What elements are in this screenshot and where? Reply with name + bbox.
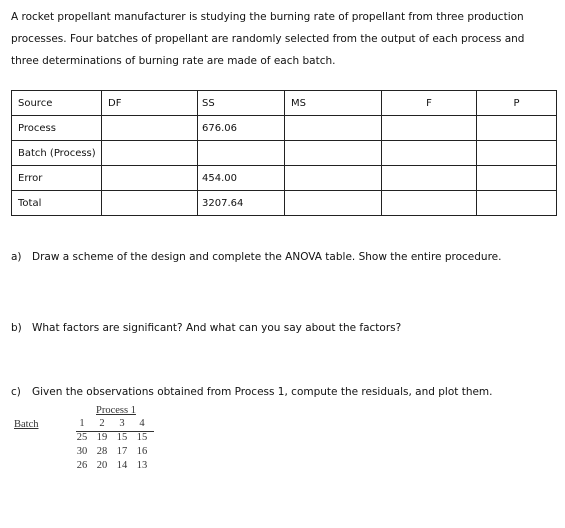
observation-value: 30 <box>76 446 88 457</box>
header-f: F <box>382 91 477 116</box>
observation-value: 15 <box>116 432 128 443</box>
table-cell <box>477 191 557 216</box>
table-cell: 3207.64 <box>198 191 285 216</box>
question-text: Draw a scheme of the design and complete the ANOVA table. Show the entire procedure. <box>32 251 502 263</box>
table-cell <box>382 191 477 216</box>
table-cell <box>382 141 477 166</box>
anova-table <box>11 90 557 216</box>
question-letter: b) <box>11 322 22 334</box>
batch-number: 1 <box>79 418 85 429</box>
header-source: Source <box>12 91 102 116</box>
table-cell <box>382 116 477 141</box>
table-cell: Batch (Process) <box>12 141 102 166</box>
question-text: What factors are significant? And what can you say about the factors? <box>32 322 402 334</box>
observation-value: 19 <box>96 432 108 443</box>
observation-value: 15 <box>136 432 148 443</box>
header-ms: MS <box>285 91 382 116</box>
anova-row-error <box>12 166 557 191</box>
observation-value: 13 <box>136 460 148 471</box>
batch-label: Batch <box>14 419 39 430</box>
question-c <box>11 386 493 398</box>
observation-value: 25 <box>76 432 88 443</box>
table-cell <box>477 166 557 191</box>
table-cell: Error <box>12 166 102 191</box>
header-ss: SS <box>198 91 285 116</box>
table-cell: 676.06 <box>198 116 285 141</box>
anova-row-batch <box>12 141 557 166</box>
question-b <box>11 322 401 334</box>
table-cell <box>102 191 198 216</box>
process-label: Process 1 <box>96 405 136 416</box>
observation-value: 28 <box>96 446 108 457</box>
observation-value: 20 <box>96 460 108 471</box>
header-df: DF <box>102 91 198 116</box>
table-cell <box>285 191 382 216</box>
header-p: P <box>477 91 557 116</box>
table-cell: Total <box>12 191 102 216</box>
batch-number: 4 <box>139 418 145 429</box>
observation-value: 17 <box>116 446 128 457</box>
table-cell <box>285 166 382 191</box>
anova-row-process <box>12 116 557 141</box>
question-a <box>11 251 501 263</box>
table-cell <box>285 116 382 141</box>
table-cell: Process <box>12 116 102 141</box>
observation-value: 26 <box>76 460 88 471</box>
question-letter: a) <box>11 251 22 263</box>
observation-value: 14 <box>116 460 128 471</box>
anova-header-row <box>12 91 557 116</box>
table-cell <box>285 141 382 166</box>
table-cell <box>382 166 477 191</box>
batch-number: 3 <box>119 418 125 429</box>
intro-paragraph: A rocket propellant manufacturer is studying the burning rate of propellant from three production processes. Four batches of propellant are randomly selected from the output of each process and three determinations of burning rate are made of each batch. <box>11 11 525 67</box>
table-cell <box>477 116 557 141</box>
table-cell <box>102 141 198 166</box>
observation-value: 16 <box>136 446 148 457</box>
table-cell <box>102 116 198 141</box>
table-cell: 454.00 <box>198 166 285 191</box>
question-letter: c) <box>11 386 21 398</box>
table-cell <box>198 141 285 166</box>
table-cell <box>102 166 198 191</box>
batch-number: 2 <box>99 418 105 429</box>
table-cell <box>477 141 557 166</box>
anova-row-total <box>12 191 557 216</box>
question-text: Given the observations obtained from Process 1, compute the residuals, and plot them. <box>32 386 493 398</box>
